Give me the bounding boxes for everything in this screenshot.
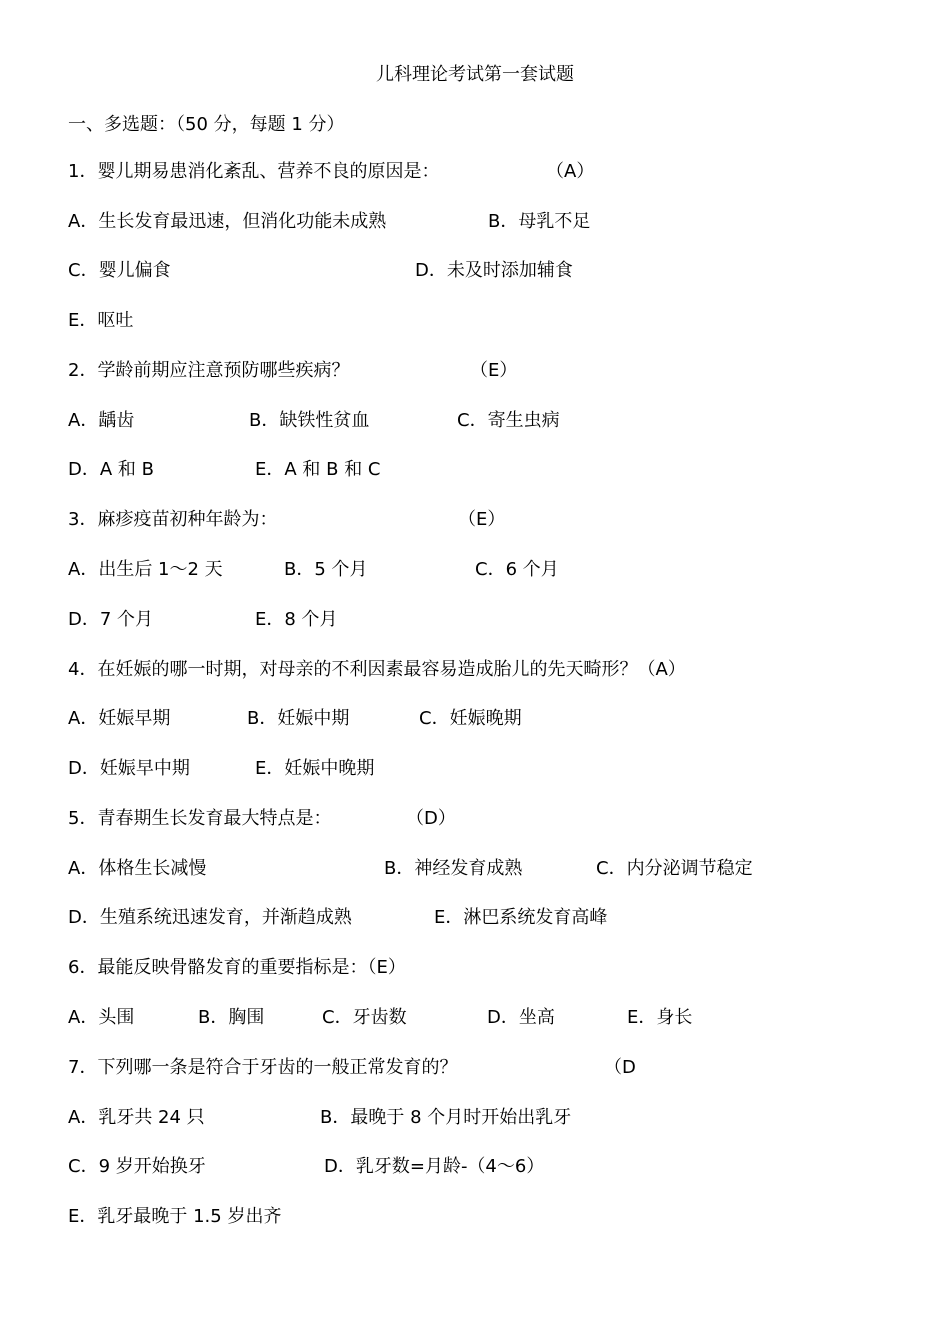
question-1-option-e: E．呕吐 [68,310,134,331]
question-5-option-d: D．生殖系统迅速发育，并渐趋成熟 [68,907,352,928]
question-3-stem: 3．麻疹疫苗初种年龄为： [68,509,278,530]
question-5-answer: （D） [406,808,456,829]
question-5-option-b: B．神经发育成熟 [384,858,523,879]
question-3-answer: （E） [458,509,506,530]
question-5-option-a: A．体格生长减慢 [68,858,207,879]
question-7-option-c: C．9 岁开始换牙 [68,1156,206,1177]
question-7-option-b: B．最晚于 8 个月时开始出乳牙 [320,1107,572,1128]
question-4-option-c: C．妊娠晚期 [419,708,522,729]
question-7-answer: （D [604,1057,636,1078]
question-6-stem: 6．最能反映骨骼发育的重要指标是：（E） [68,957,406,978]
question-1-stem: 1．婴儿期易患消化紊乱、营养不良的原因是： [68,161,440,182]
page-title: 儿科理论考试第一套试题 [376,64,574,85]
section-heading: 一、多选题：（50 分，每题 1 分） [68,114,345,135]
question-2-answer: （E） [470,360,518,381]
question-1-option-b: B．母乳不足 [488,211,591,232]
question-4-option-d: D．妊娠早中期 [68,758,190,779]
question-2-option-d: D．A 和 B [68,459,154,480]
question-6-option-b: B．胸围 [198,1007,265,1028]
question-6-option-e: E．身长 [627,1007,693,1028]
question-4-option-b: B．妊娠中期 [247,708,350,729]
question-7-option-d: D．乳牙数=月龄-（4～6） [324,1156,545,1177]
question-2-option-c: C．寄生虫病 [457,410,560,431]
question-1-option-a: A．生长发育最迅速，但消化功能未成熟 [68,211,387,232]
question-1-option-c: C．婴儿偏食 [68,260,171,281]
question-6-option-d: D．坐高 [487,1007,555,1028]
question-2-option-e: E．A 和 B 和 C [255,459,381,480]
question-6-option-a: A．头围 [68,1007,135,1028]
question-3-option-d: D．7 个月 [68,609,154,630]
question-2-option-a: A．龋齿 [68,410,135,431]
question-3-option-b: B．5 个月 [284,559,368,580]
question-3-option-c: C．6 个月 [475,559,559,580]
question-7-stem: 7．下列哪一条是符合于牙齿的一般正常发育的？ [68,1057,458,1078]
question-3-option-a: A．出生后 1～2 天 [68,559,223,580]
question-1-option-d: D．未及时添加辅食 [415,260,573,281]
question-7-option-a: A．乳牙共 24 只 [68,1107,205,1128]
question-3-option-e: E．8 个月 [255,609,338,630]
question-4-stem: 4．在妊娠的哪一时期，对母亲的不利因素最容易造成胎儿的先天畸形？（A） [68,659,686,680]
question-1-answer: （A） [546,161,595,182]
question-6-option-c: C．牙齿数 [322,1007,407,1028]
question-5-option-e: E．淋巴系统发育高峰 [434,907,608,928]
question-2-stem: 2．学龄前期应注意预防哪些疾病？ [68,360,350,381]
question-5-stem: 5．青春期生长发育最大特点是： [68,808,332,829]
question-7-option-e: E．乳牙最晚于 1.5 岁出齐 [68,1206,282,1227]
question-4-option-e: E．妊娠中晚期 [255,758,375,779]
question-2-option-b: B．缺铁性贫血 [249,410,370,431]
question-4-option-a: A．妊娠早期 [68,708,171,729]
question-5-option-c: C．内分泌调节稳定 [596,858,753,879]
